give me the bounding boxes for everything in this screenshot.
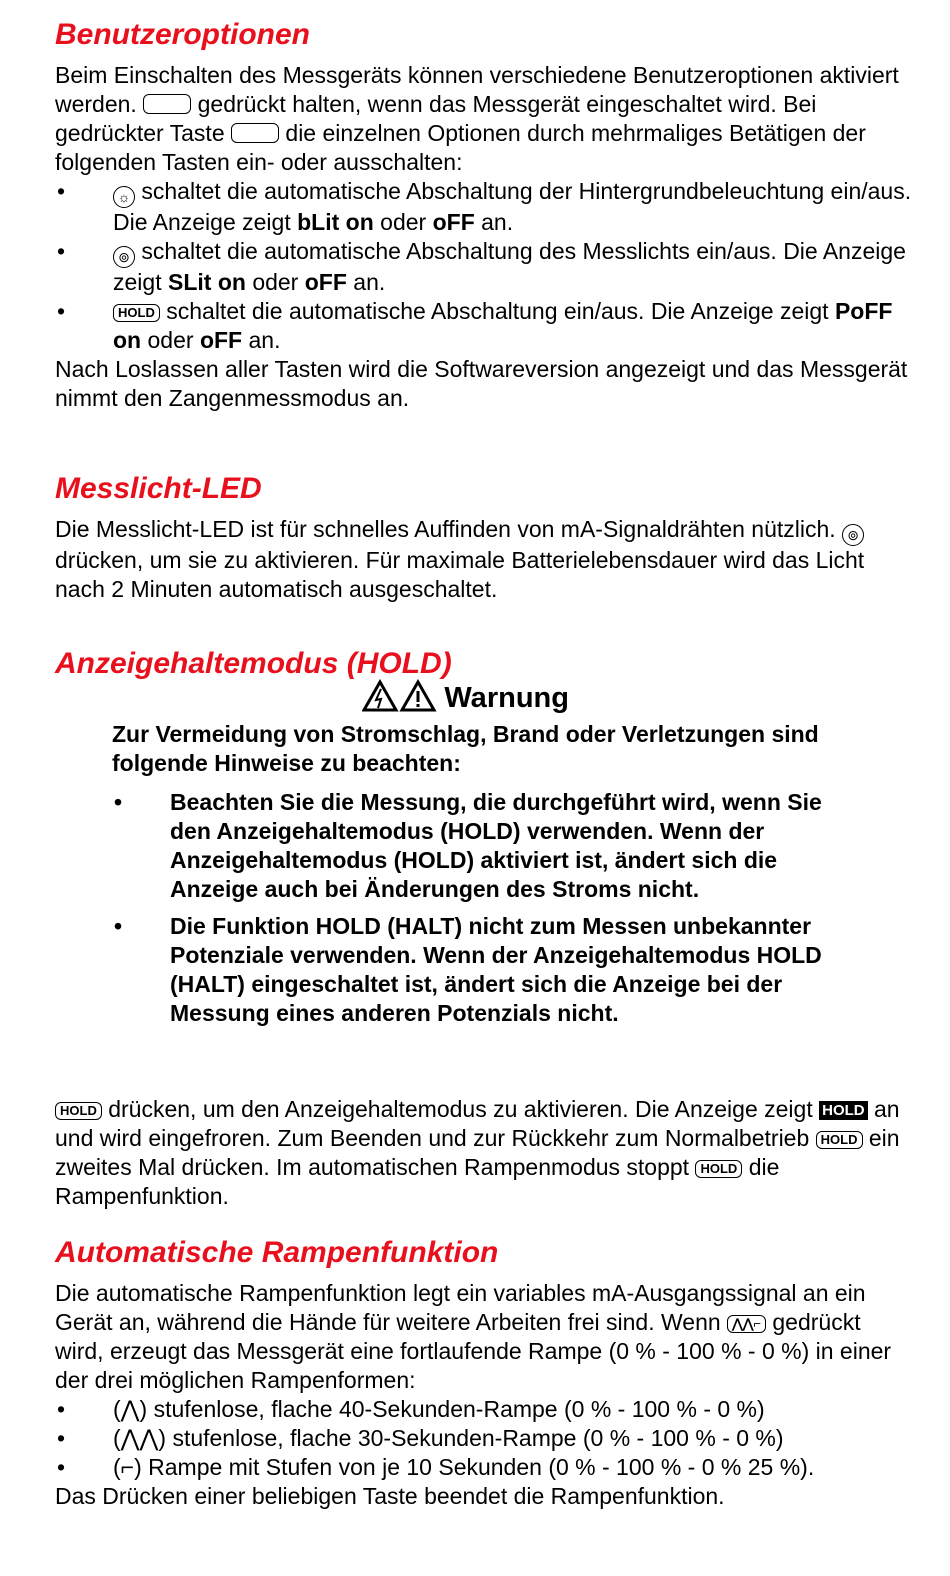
section-title-benutzeroptionen: Benutzeroptionen — [55, 18, 310, 51]
paragraph-benutzeroptionen — [55, 61, 915, 413]
list-item: • (⋀⋀) stufenlose, flache 30-Sekunden-Rampe (0 % - 100 % - 0 %) — [55, 1424, 915, 1453]
hold-display-icon: HOLD — [819, 1101, 868, 1120]
display-text: SLit on — [167, 269, 246, 295]
text: Beim Einschalten des Messgeräts können verschiedene Benutzeroptionen aktiviert werden. — [55, 62, 899, 117]
list-item: • (⋀) stufenlose, flache 40-Sekunden-Rampe (0 % - 100 % - 0 %) — [55, 1395, 915, 1424]
text: an. — [481, 209, 514, 235]
text: schaltet die automatische Abschaltung der Hintergrundbeleuchtung ein/aus. Die Anzeige zeigt — [113, 178, 912, 235]
warning-body — [112, 720, 852, 1036]
display-text: oFF — [432, 209, 475, 235]
ramp-list — [55, 1395, 915, 1482]
list-item: • (⌐) Rampe mit Stufen von je 10 Sekunden (0 % - 100 % - 0 % 25 %). — [55, 1453, 915, 1482]
hold-key-icon: HOLD — [113, 304, 160, 322]
warning-triangles-icon — [362, 679, 438, 713]
section-title-rampe: Automatische Rampenfunktion — [55, 1236, 499, 1269]
text: ein zweites Mal drücken. Im automatischen Rampenmodus stoppt — [55, 1125, 900, 1180]
warning-title: Warnung — [444, 682, 569, 714]
list-item — [55, 177, 915, 237]
text: gedrückt wird, erzeugt das Messgerät eine fortlaufende Rampe (0 % - 100 % - 0 %) in einer der drei möglichen Rampenformen: — [55, 1309, 892, 1393]
warning-intro: Zur Vermeidung von Stromschlag, Brand oder Verletzungen sind folgende Hinweise zu beachten: — [112, 721, 819, 776]
options-list — [55, 177, 915, 355]
text: an. — [248, 327, 281, 353]
warning-list — [112, 788, 852, 1028]
hold-key-icon: HOLD — [816, 1131, 863, 1149]
text: oder — [380, 209, 427, 235]
paragraph-hold — [55, 1095, 915, 1211]
hold-key-icon: HOLD — [55, 1102, 102, 1120]
text: schaltet die automatische Abschaltung ein/aus. Die Anzeige zeigt — [166, 298, 829, 324]
backlight-icon: ☼ — [113, 186, 135, 208]
text: oder — [252, 269, 299, 295]
text: drücken, um sie zu aktivieren. Für maximale Batterielebensdauer wird das Licht nach 2 Minuten automatisch ausgeschaltet. — [55, 547, 865, 602]
section-title-hold: Anzeigehaltemodus (HOLD) — [55, 647, 452, 680]
flashlight-icon: ⊚ — [113, 246, 135, 268]
text: gedrückt halten, wenn das Messgerät eingeschaltet wird. Bei gedrückter Taste — [55, 91, 817, 146]
section-title-messlicht: Messlicht-LED — [55, 472, 262, 505]
paragraph-rampe — [55, 1279, 915, 1511]
list-item — [55, 237, 915, 297]
text: oder — [147, 327, 194, 353]
paragraph-messlicht — [55, 515, 915, 604]
text: die einzelnen Optionen durch mehrmaliges Betätigen der folgenden Tasten ein- oder ausschalten: — [55, 120, 866, 175]
blank-key-icon — [231, 123, 279, 143]
display-text: bLit on — [297, 209, 374, 235]
text: drücken, um den Anzeigehaltemodus zu aktivieren. Die Anzeige zeigt — [108, 1096, 813, 1122]
text: an. — [353, 269, 386, 295]
warning-heading — [362, 679, 622, 715]
text: schaltet die automatische Abschaltung des Messlichts ein/aus. Die Anzeige zeigt — [113, 238, 906, 295]
text: Die Messlicht-LED ist für schnelles Auffinden von mA-Signaldrähten nützlich. — [55, 516, 836, 542]
text: Das Drücken einer beliebigen Taste beendet die Rampenfunktion. — [55, 1483, 725, 1509]
hold-key-icon: HOLD — [695, 1160, 742, 1178]
text: Nach Loslassen aller Tasten wird die Softwareversion angezeigt und das Messgerät nimmt den Zangenmessmodus an. — [55, 356, 908, 411]
flashlight-icon: ⊚ — [842, 524, 864, 546]
display-text: PoFF on — [113, 298, 893, 353]
warning-item: • Beachten Sie die Messung, die durchgeführt wird, wenn Sie den Anzeigehaltemodus (HOLD) verwenden. Wenn der Anzeigehaltemodus (HOLD) aktiviert ist, ändert sich die Anzeige auch bei Änderungen des Stroms nicht. — [112, 788, 852, 904]
warning-item: • Die Funktion HOLD (HALT) nicht zum Messen unbekannter Potenziale verwenden. Wenn der Anzeigehaltemodus HOLD (HALT) eingeschaltet ist, ändert sich die Anzeige bei der Messung eines anderen Potenzials nicht. — [112, 912, 852, 1028]
text: Die automatische Rampenfunktion legt ein variables mA-Ausgangssignal an ein Gerät an, während die Hände für weitere Arbeiten frei sind. Wenn — [55, 1280, 866, 1335]
list-item — [55, 297, 915, 355]
display-text: oFF — [199, 327, 243, 353]
blank-key-icon — [143, 94, 191, 114]
text: an und wird eingefroren. Zum Beenden und zur Rückkehr zum Normalbetrieb — [55, 1096, 900, 1151]
display-text: oFF — [304, 269, 347, 295]
text: die Rampenfunktion. — [55, 1154, 780, 1209]
ramp-key-icon: ⋀⋀⌐ — [727, 1315, 766, 1333]
